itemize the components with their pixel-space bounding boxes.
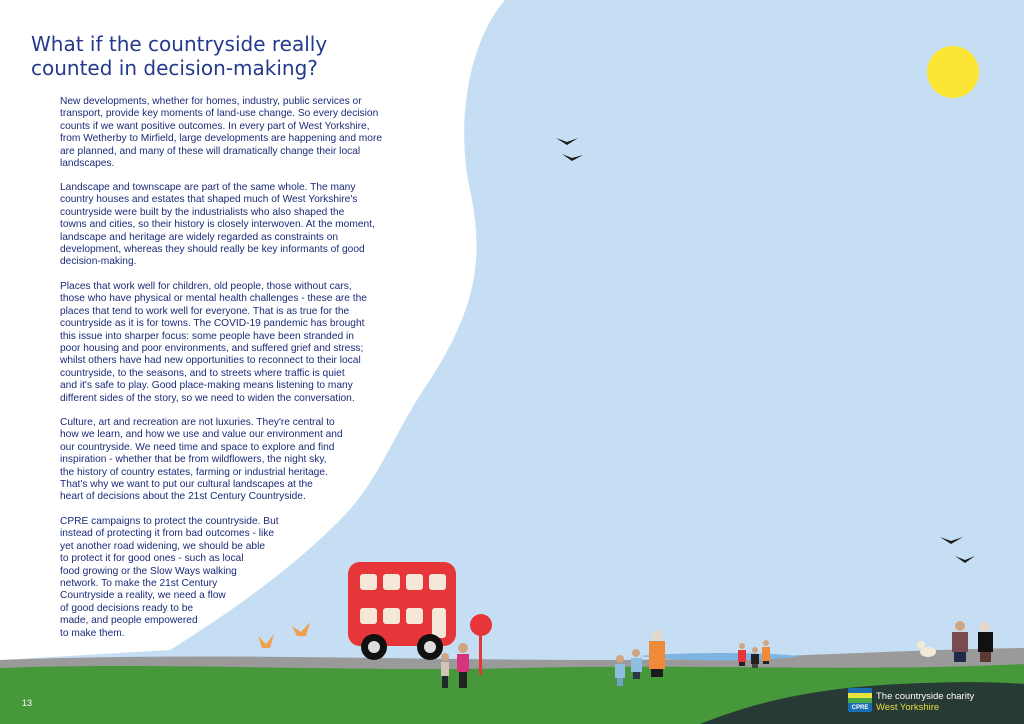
paragraph-line: landscape and heritage are widely regarded as constraints on xyxy=(60,231,339,243)
title-line: What if the countryside really xyxy=(31,32,328,56)
paragraph-line: poor housing and poor environments, and suffered grief and stress; xyxy=(60,343,364,355)
body-paragraph-3 xyxy=(60,281,367,405)
title-line: counted in decision-making? xyxy=(31,55,318,80)
paragraph-line: instead of protecting it from bad outcomes - like xyxy=(60,528,275,540)
person-icon xyxy=(441,653,449,688)
body-paragraph-2 xyxy=(60,182,375,269)
paragraph-line: heart of decisions about the 21st Century Countryside. xyxy=(60,491,306,503)
paragraph-line: our countryside. We need time and space to explore and find xyxy=(60,441,335,453)
paragraph-line: decision-making. xyxy=(60,256,137,268)
paragraph-line: and it's safe to play. Good place-making means listening to many xyxy=(60,380,353,392)
bird-icon xyxy=(940,537,963,544)
paragraph-line: the history of country estates, farming or industrial heritage. xyxy=(60,466,328,478)
paragraph-line: Places that work well for children, old people, those without cars, xyxy=(60,281,352,292)
paragraph-line: countryside were built by the industrialists who also shaped the xyxy=(60,206,345,218)
paragraph-line: those who have physical or mental health challenges - these are the xyxy=(60,293,367,305)
page-number: 13 xyxy=(22,698,33,708)
paragraph-line: yet another road widening, we should be able xyxy=(60,540,266,552)
paragraph-line: network. To make the 21st Century xyxy=(60,578,218,590)
paragraph-line: development, whereas they should really be key informants of good xyxy=(60,244,365,256)
logo-region: West Yorkshire xyxy=(876,702,940,713)
person-icon xyxy=(762,640,770,664)
person-icon xyxy=(952,621,968,662)
cpre-logo xyxy=(848,688,1018,714)
paragraph-line: country houses and estates that shaped much of West Yorkshire's xyxy=(60,194,358,206)
paragraph-line: towns and cities, so their history is closely interwoven. At the moment, xyxy=(60,219,375,231)
paragraph-line: places that tend to work well for everyone. That is as true for the xyxy=(60,305,350,317)
bird-icon xyxy=(562,154,583,161)
paragraph-line: of good decisions ready to be xyxy=(60,602,194,614)
paragraph-line: this issue into sharper focus: some people have been stranded in xyxy=(60,330,354,342)
butterfly-icon xyxy=(292,622,310,636)
paragraph-line: That's why we want to put our cultural landscapes at the xyxy=(60,479,313,491)
page-title xyxy=(31,33,327,80)
paragraph-line: different sides of the story, so we need to widen the conversation. xyxy=(60,392,355,404)
paragraph-line: how we learn, and how we use and value our environment and xyxy=(60,429,343,441)
paragraph-line: countryside, to the seasons, and to streets where traffic is quiet xyxy=(60,367,345,379)
body-paragraph-5 xyxy=(60,516,279,640)
logo-mark-text: CPRE xyxy=(851,705,869,711)
paragraph-line: to protect it for good ones - such as local xyxy=(60,553,244,565)
person-icon xyxy=(649,630,665,677)
paragraph-line: whilst others have had new opportunities to reconnect to their local xyxy=(60,355,361,367)
paragraph-line: counts if we want positive outcomes. In every part of West Yorkshire, xyxy=(60,120,370,132)
person-icon xyxy=(751,647,759,668)
paragraph-line: Culture, art and recreation are not luxuries. They're central to xyxy=(60,417,335,428)
body-paragraph-1 xyxy=(60,96,382,170)
paragraph-line: food growing or the Slow Ways walking xyxy=(60,565,237,577)
person-icon xyxy=(738,643,746,666)
paragraph-line: Landscape and townscape are part of the same whole. The many xyxy=(60,182,356,193)
paragraph-line: transport, provide key moments of land-use change. So every decision xyxy=(60,108,379,120)
paragraph-line: CPRE campaigns to protect the countryside. But xyxy=(60,516,279,527)
paragraph-line: Countryside a reality, we need a flow xyxy=(60,590,226,602)
bird-icon xyxy=(955,556,975,563)
paragraph-line: made, and people empowered xyxy=(60,615,198,627)
paragraph-line: landscapes. xyxy=(60,158,115,170)
paragraph-line: from Wetherby to Mirfield, large developments are happening and more xyxy=(60,133,383,145)
paragraph-line: New developments, whether for homes, industry, public services or xyxy=(60,96,362,107)
person-icon xyxy=(978,622,993,662)
cpre-logo-mark xyxy=(848,688,872,712)
paragraph-line: inspiration - whether that be from wildflowers, the night sky, xyxy=(60,454,327,466)
bird-icon xyxy=(556,138,578,145)
paragraph-line: are planned, and many of these will dramatically change their local xyxy=(60,145,361,157)
sun-icon xyxy=(927,46,979,98)
paragraph-line: countryside as it is for towns. The COVID-19 pandemic has brought xyxy=(60,318,365,330)
body-paragraph-4 xyxy=(60,417,343,504)
paragraph-line: to make them. xyxy=(60,627,125,639)
double-decker-bus-icon xyxy=(348,562,456,660)
logo-tagline: The countryside charity xyxy=(876,691,975,702)
